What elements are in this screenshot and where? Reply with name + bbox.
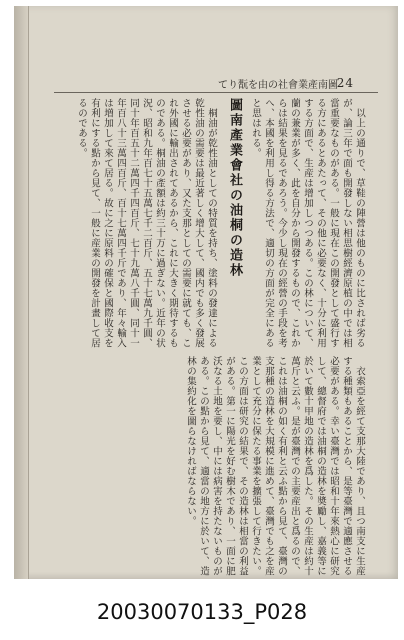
section-title: 圖南產業會社の油桐の造林 xyxy=(227,98,242,278)
lower-body-paragraph: 衣索亞を經て支那大陸であり、且つ南支に生産する種類もあることから、是等臺灣で適應させる必要がある。幸い臺灣では昭和十年來熱心に研究して、總督府では油桐の造林を奬勵し、嘉義等に於いて數十甲地の造林を爲した。その生産は約十萬斤と云ふ。是が臺灣での主要産出と爲るので、これは油桐の如く有利と云ふ點から見て、臺灣の支那種の造林を大規模に進めて、臺灣でも之を産業として充分に保たる事業を擴張して行きたい。この方面は研究の結果で、その造林は相當の利益がある。第一に陽光を好む樹木であり、一面に肥沃なる土地を要し、中には病害を持たないものがある。この點から見て、適當の地方に於いて、造林の集約化を圖らなければならない。 xyxy=(185,356,365,576)
lower-text-block xyxy=(46,356,366,579)
upper-text-block xyxy=(46,98,366,348)
upper-body-paragraph: 桐油が乾性油としての特質を持ち、塗料の發達による乾性油の需要は最近著しく增大して、國内でも多く發展させる必要があり、又た支那としての需要に就ても、これ外國に輸出されてあるから、これに大きく期待するものである。桐油の產額は約三十万に過ぎない。近年の状況、昭和九年百七十五萬七千二百斤、五十七萬九千圓、同十年百五十二萬四千四百斤、七十九萬八千圓、同十一年百八十三萬四百斤、百十七萬四千斤であり、年々輸入は増加して來て居る。故に之に原料の確保と國際收支を有利にする點から見て、一般に産業の開發を計畫して居るのである。 xyxy=(76,98,217,348)
page-spine xyxy=(14,6,29,579)
upper-intro-paragraph: 以上の通りで、草鞋の陣營は他のものに比されば劣るが、論三年で面も開發しない相思樹經濟原植の中では相當重要なものがある。一般に現在この開發として盛行する方にあるとあたって、その他に必要なく、十分に利用する方面で、生産は增加しつつある。この林について、蘭の兼業が多く、此を自分から開發するもので、これからは結果を見るであろう。今少し現在の經營の手段を考へ、本國を利用し得る方法で、適切の方面が完全にあると思はれる。 xyxy=(250,98,365,348)
running-head: てり翫を由の社會業產南圖 xyxy=(218,80,338,91)
image-id-caption: 20030070133_P028 xyxy=(96,600,308,624)
page-number: 24 xyxy=(336,76,354,90)
scanned-page xyxy=(14,6,398,579)
header-rule xyxy=(54,92,378,93)
